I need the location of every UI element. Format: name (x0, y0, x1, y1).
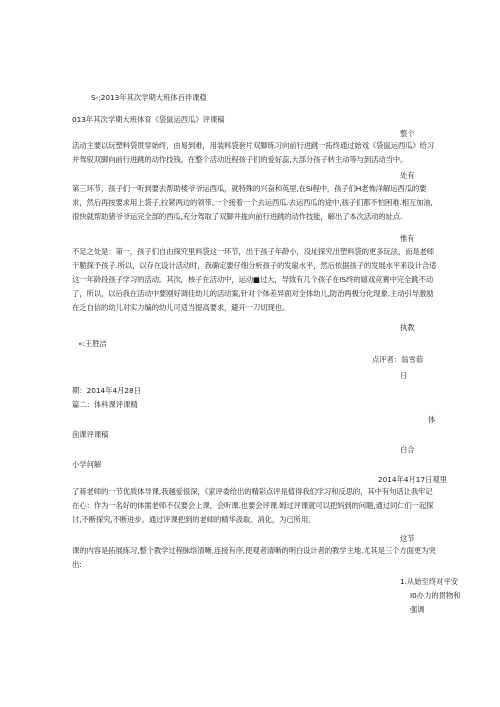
text-line: 1.从始至终对平安 (400, 577, 459, 586)
text-line: 白合 (400, 445, 415, 454)
doc-date: 期：2014年4月28日 (72, 386, 141, 395)
teacher-name: «:王胜洁 (78, 339, 107, 348)
text-line: 干脆探予孩子.所以，以存在设计活动时，我确定要仔细分析孩子的发雇水平，然后依据孩子的发展水平来设计合适 (72, 261, 437, 270)
text-line: 处有 (400, 171, 415, 180)
text-line: 2014年4月17日观里 (378, 475, 447, 484)
text-line: 并驾驭双脚向前行进跳的动作技钱。在整个活动近程孩子们的爱好蕊,大部分孩子转主动等与到活动当中。 (72, 155, 408, 164)
text-line: 小学何解 (72, 460, 102, 469)
text-line: 整个 (400, 129, 415, 138)
doc-header: S-;2013年其次学期大班体百伴课稳 (91, 93, 207, 102)
text-line: 这节 (400, 534, 415, 543)
text-line: 囱课评课稿 (72, 430, 109, 439)
text-line: I0办力的贯物和 (410, 591, 461, 600)
text-line: 出: (72, 560, 82, 569)
text-line: 第三环节，孩子们一听到要去帮助楼爷爷运西瓜，就特殊的兴奋和英里,在Si程中，孩子们H老怖洋解运西瓜的要 (72, 184, 427, 193)
text-line: 活动主要以玩塑料袋贯穿始终，由易到难，用装料袋套片双脚练习向前行进跳一拓终通过始戏《袋鼠运西瓜》给习 (72, 141, 435, 150)
text-line: 求，然后再按要求用上袋子,拉紧两边的领带,一个接着一个去运西瓜.去运西瓜的途中,孩子们都不怕困难.相互加油, (72, 198, 433, 207)
text-line: 很快就帮助猪爷爷运完全部的西瓜,充分驾取了双脚并拢向前行进跳的动作技能，解出了本次活动的址点. (72, 212, 403, 221)
text-line: 讨,不断探究,不断进步。通过评课把到的老师的精华汲取、消化，为已所用。 (72, 515, 316, 524)
doc-title: 013年其次学期大班体育《袋鼠运西瓜》评课稿 (72, 115, 225, 124)
text-line: 体 (428, 415, 436, 424)
text-line: 强调 (410, 605, 425, 614)
text-line: 执教 (400, 323, 415, 332)
text-line: 惟有 (400, 234, 415, 243)
text-line: 日 (400, 371, 408, 380)
text-line: 在乏自信的幼儿对实力编的幼儿可适当提高要求，避开一刀切现也。 (72, 303, 290, 312)
text-line: 这一年龄段孩子学习的活动。其次，核子在活动中，运动■过大，导致有几个孩子在IS终的嬉戏竞赛中完全跳不动 (72, 275, 433, 284)
text-line: 不足之处是：第一，孩子们自由探究里料袋这一环节，出于孩子年龄小，没址探究出塑料袋的更多玩法，而是老师 (72, 247, 435, 256)
section-heading: 篇二：体科课评课精 (72, 400, 138, 409)
reviewer-name: 点评者：翁雪茹 (372, 355, 424, 364)
text-line: 了蒋老师的一节优质体导课,我越爱很深，《家评委给出的精彩点评是值得我们学习和反思的，其中有句话让我牢记 (72, 487, 433, 496)
text-line: 了，所以，以后我在活动中要刚好调佳幼儿的活动案,针对个体差异面对全体幼儿,防治两极分化现象.主动引导激励 (72, 289, 434, 298)
text-line: 在心：作为一名好的体需老师不仅要会上课，会听课.也要会评课.姆过评课就可以把妈到的问题,通过同仁们一起探 (72, 501, 434, 510)
text-line: 课的内容是拓展练习,整个教学过程脉络清晰,连接有序,使观者清晰的明白设计者的教学主地.尤其是三个方面更为突 (72, 546, 436, 555)
